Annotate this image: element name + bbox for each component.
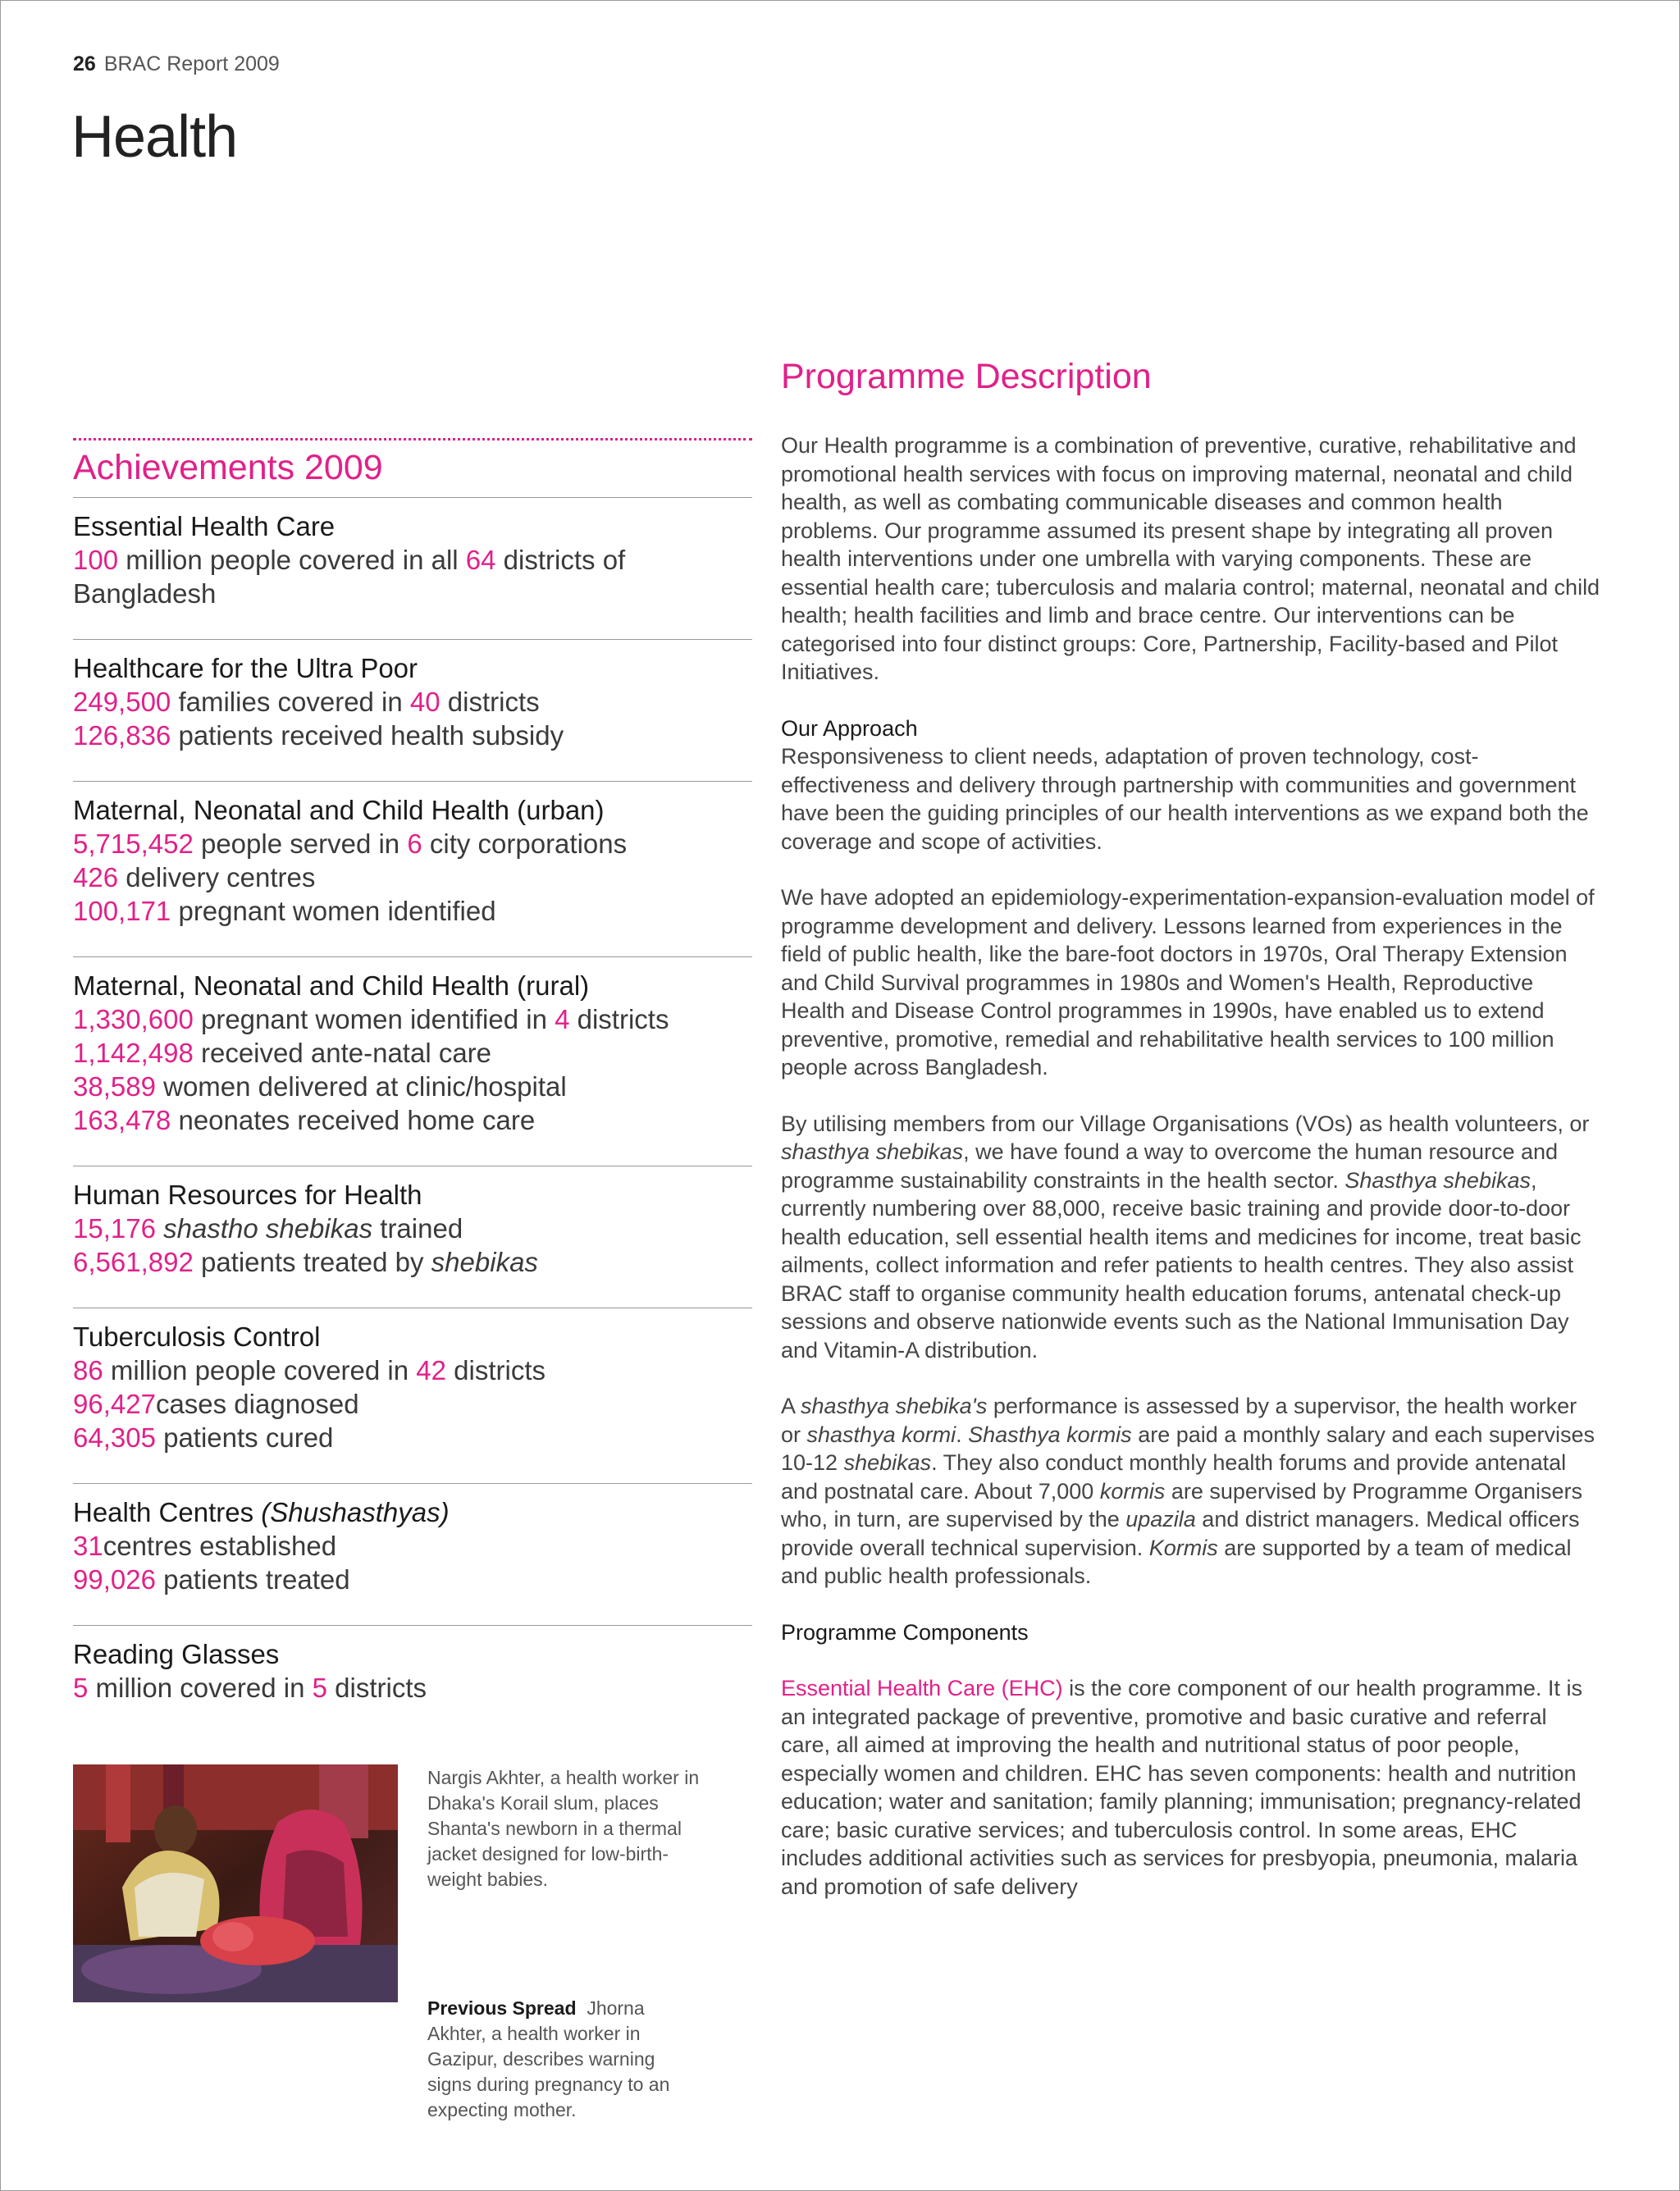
achievement-mnch-rural <box>73 956 752 1166</box>
achievement-line: 38,589 women delivered at clinic/hospital <box>73 1071 567 1102</box>
approach-paragraph: Responsiveness to client needs, adaptation of proven technology, cost-effectiveness and delivery through partnership with communities and government have been the guiding principles of our health interventions as we expand both the coverage and scope of activities. <box>781 744 1589 854</box>
achievement-ultra-poor <box>73 639 752 781</box>
achievement-line: 5 million covered in 5 districts <box>73 1673 427 1704</box>
achievement-line: 31centres established <box>73 1531 337 1562</box>
achievement-heading: Essential Health Care <box>73 511 336 542</box>
achievement-line: 86 million people covered in 42 districts <box>73 1355 546 1386</box>
achievement-heading: Reading Glasses <box>73 1639 280 1670</box>
achievement-heading: Healthcare for the Ultra Poor <box>73 653 418 684</box>
achievement-line: 126,836 patients received health subsidy <box>73 720 564 751</box>
achievement-heading: Maternal, Neonatal and Child Health (urban) <box>73 795 605 826</box>
achievement-line: 1,330,600 pregnant women identified in 4 districts <box>73 1004 669 1035</box>
achievement-line: 1,142,498 received ante-natal care <box>73 1038 492 1069</box>
achievement-heading: Health Centres (Shushasthyas) <box>73 1497 450 1528</box>
previous-spread-text: Jhorna Akhter, a health worker in Gazipur, describes warning signs during pregnancy to an expecting mother. <box>427 1997 670 2120</box>
ehc-link: Essential Health Care (EHC) <box>781 1676 1063 1701</box>
achievement-health-centres <box>73 1483 752 1625</box>
achievement-heading: Tuberculosis Control <box>73 1321 321 1353</box>
photo-caption: Nargis Akhter, a health worker in Dhaka's Korail slum, places Shanta's newborn in a thermal jacket designed for low-birth-weight babies. <box>427 1767 700 1890</box>
achievement-line: 64,305 patients cured <box>73 1422 334 1454</box>
achievements-title: Achievements 2009 <box>73 448 383 487</box>
previous-spread-label: Previous Spread <box>427 1997 577 2019</box>
page-header <box>73 52 280 76</box>
achievement-line: 249,500 families covered in 40 districts <box>73 687 540 718</box>
achievement-essential-health-care <box>73 497 752 639</box>
health-worker-photo <box>73 1764 398 2002</box>
achievement-reading-glasses <box>73 1625 752 1733</box>
intro-paragraph: Our Health programme is a combination of preventive, curative, rehabilitative and promotional health services with focus on improving maternal, neonatal and child health, as well as combating communicable diseases and common health problems. Our programme assumed its present shape by integrating all proven health interventions under one umbrella with varying components. These are essential health care; tuberculosis and malaria control; maternal, neonatal and child health; health facilities and limb and brace centre. Our interventions can be categorised into four distinct groups: Core, Partnership, Facility-based and Pilot Initiatives. <box>781 433 1600 685</box>
achievement-mnch-urban <box>73 781 752 956</box>
report-name: BRAC Report 2009 <box>103 52 280 75</box>
achievement-line: 426 delivery centres <box>73 862 316 893</box>
achievement-line: 99,026 patients treated <box>73 1564 350 1595</box>
achievement-line: 100 million people covered in all 64 districts of <box>73 545 626 576</box>
achievement-tuberculosis <box>73 1308 752 1483</box>
page-number: 26 <box>73 52 96 75</box>
achievement-heading: Human Resources for Health <box>73 1180 422 1211</box>
components-heading: Programme Components <box>781 1619 1029 1645</box>
achievement-line: 100,171 pregnant women identified <box>73 896 496 927</box>
achievement-human-resources <box>73 1166 752 1308</box>
programme-description-title: Programme Description <box>781 357 1152 396</box>
shebikas-paragraph: By utilising members from our Village Organisations (VOs) as health volunteers, or shasthya shebikas, we have found a way to overcome the human resource and programme sustainability constraints in the health sector. Shasthya shebikas, currently numbering over 88,000, receive basic training and provide door-to-door health education, sell essential health items and medicines for income, treat basic ailments, collect information and refer patients to health centres. They also assist BRAC staff to organise community health education forums, antenatal check-up sessions and observe nationwide events such as the National Immunisation Day and Vitamin-A distribution. <box>781 1111 1590 1363</box>
previous-spread-caption <box>427 1996 698 2123</box>
achievements-panel <box>73 438 752 1733</box>
model-paragraph: We have adopted an epidemiology-experimentation-expansion-evaluation model of programme development and delivery. Lessons learned from experiences in the field of public health, like the bare-foot doctors in 1970s, Oral Therapy Extension and Child Survival programmes in 1980s and Women's Health, Reproductive Health and Disease Control programmes in 1990s, have enabled us to extend preventive, promotive, remedial and rehabilitative health services to 100 million people across Bangladesh. <box>781 885 1595 1080</box>
programme-description <box>781 358 1601 1929</box>
kormis-paragraph: A shasthya shebika's performance is assessed by a supervisor, the health worker or shasthya kormi. Shasthya kormis are paid a monthly salary and each supervises 10-12 shebikas. They also conduct monthly health forums and provide antenatal and postnatal care. About 7,000 kormis are supervised by Programme Organisers who, in turn, are supervised by the upazila and district managers. Medical officers provide overall technical supervision. Kormis are supported by a team of medical and public health professionals. <box>781 1394 1595 1589</box>
achievement-line: 96,427cases diagnosed <box>73 1389 359 1420</box>
approach-heading: Our Approach <box>781 715 918 741</box>
achievement-line: 163,478 neonates received home care <box>73 1105 536 1136</box>
achievement-heading: Maternal, Neonatal and Child Health (rural) <box>73 970 590 1002</box>
achievement-line: 5,715,452 people served in 6 city corporations <box>73 828 628 860</box>
achievement-line: Bangladesh <box>73 578 217 609</box>
page-title: Health <box>71 104 238 170</box>
achievement-line: 6,561,892 patients treated by shebikas <box>73 1247 538 1278</box>
achievement-line: 15,176 shastho shebikas trained <box>73 1213 463 1244</box>
ehc-paragraph: Essential Health Care (EHC) is the core component of our health programme. It is an integrated package of preventive, promotive and basic curative and referral care, all aimed at improving the health and nutritional status of poor people, especially women and children. EHC has seven components: health and nutrition education; water and sanitation; family planning; immunisation; pregnancy-related care; basic curative services; and tuberculosis control. In some areas, EHC includes additional activities such as services for presbyopia, pneumonia, malaria and promotion of safe delivery <box>781 1676 1582 1899</box>
